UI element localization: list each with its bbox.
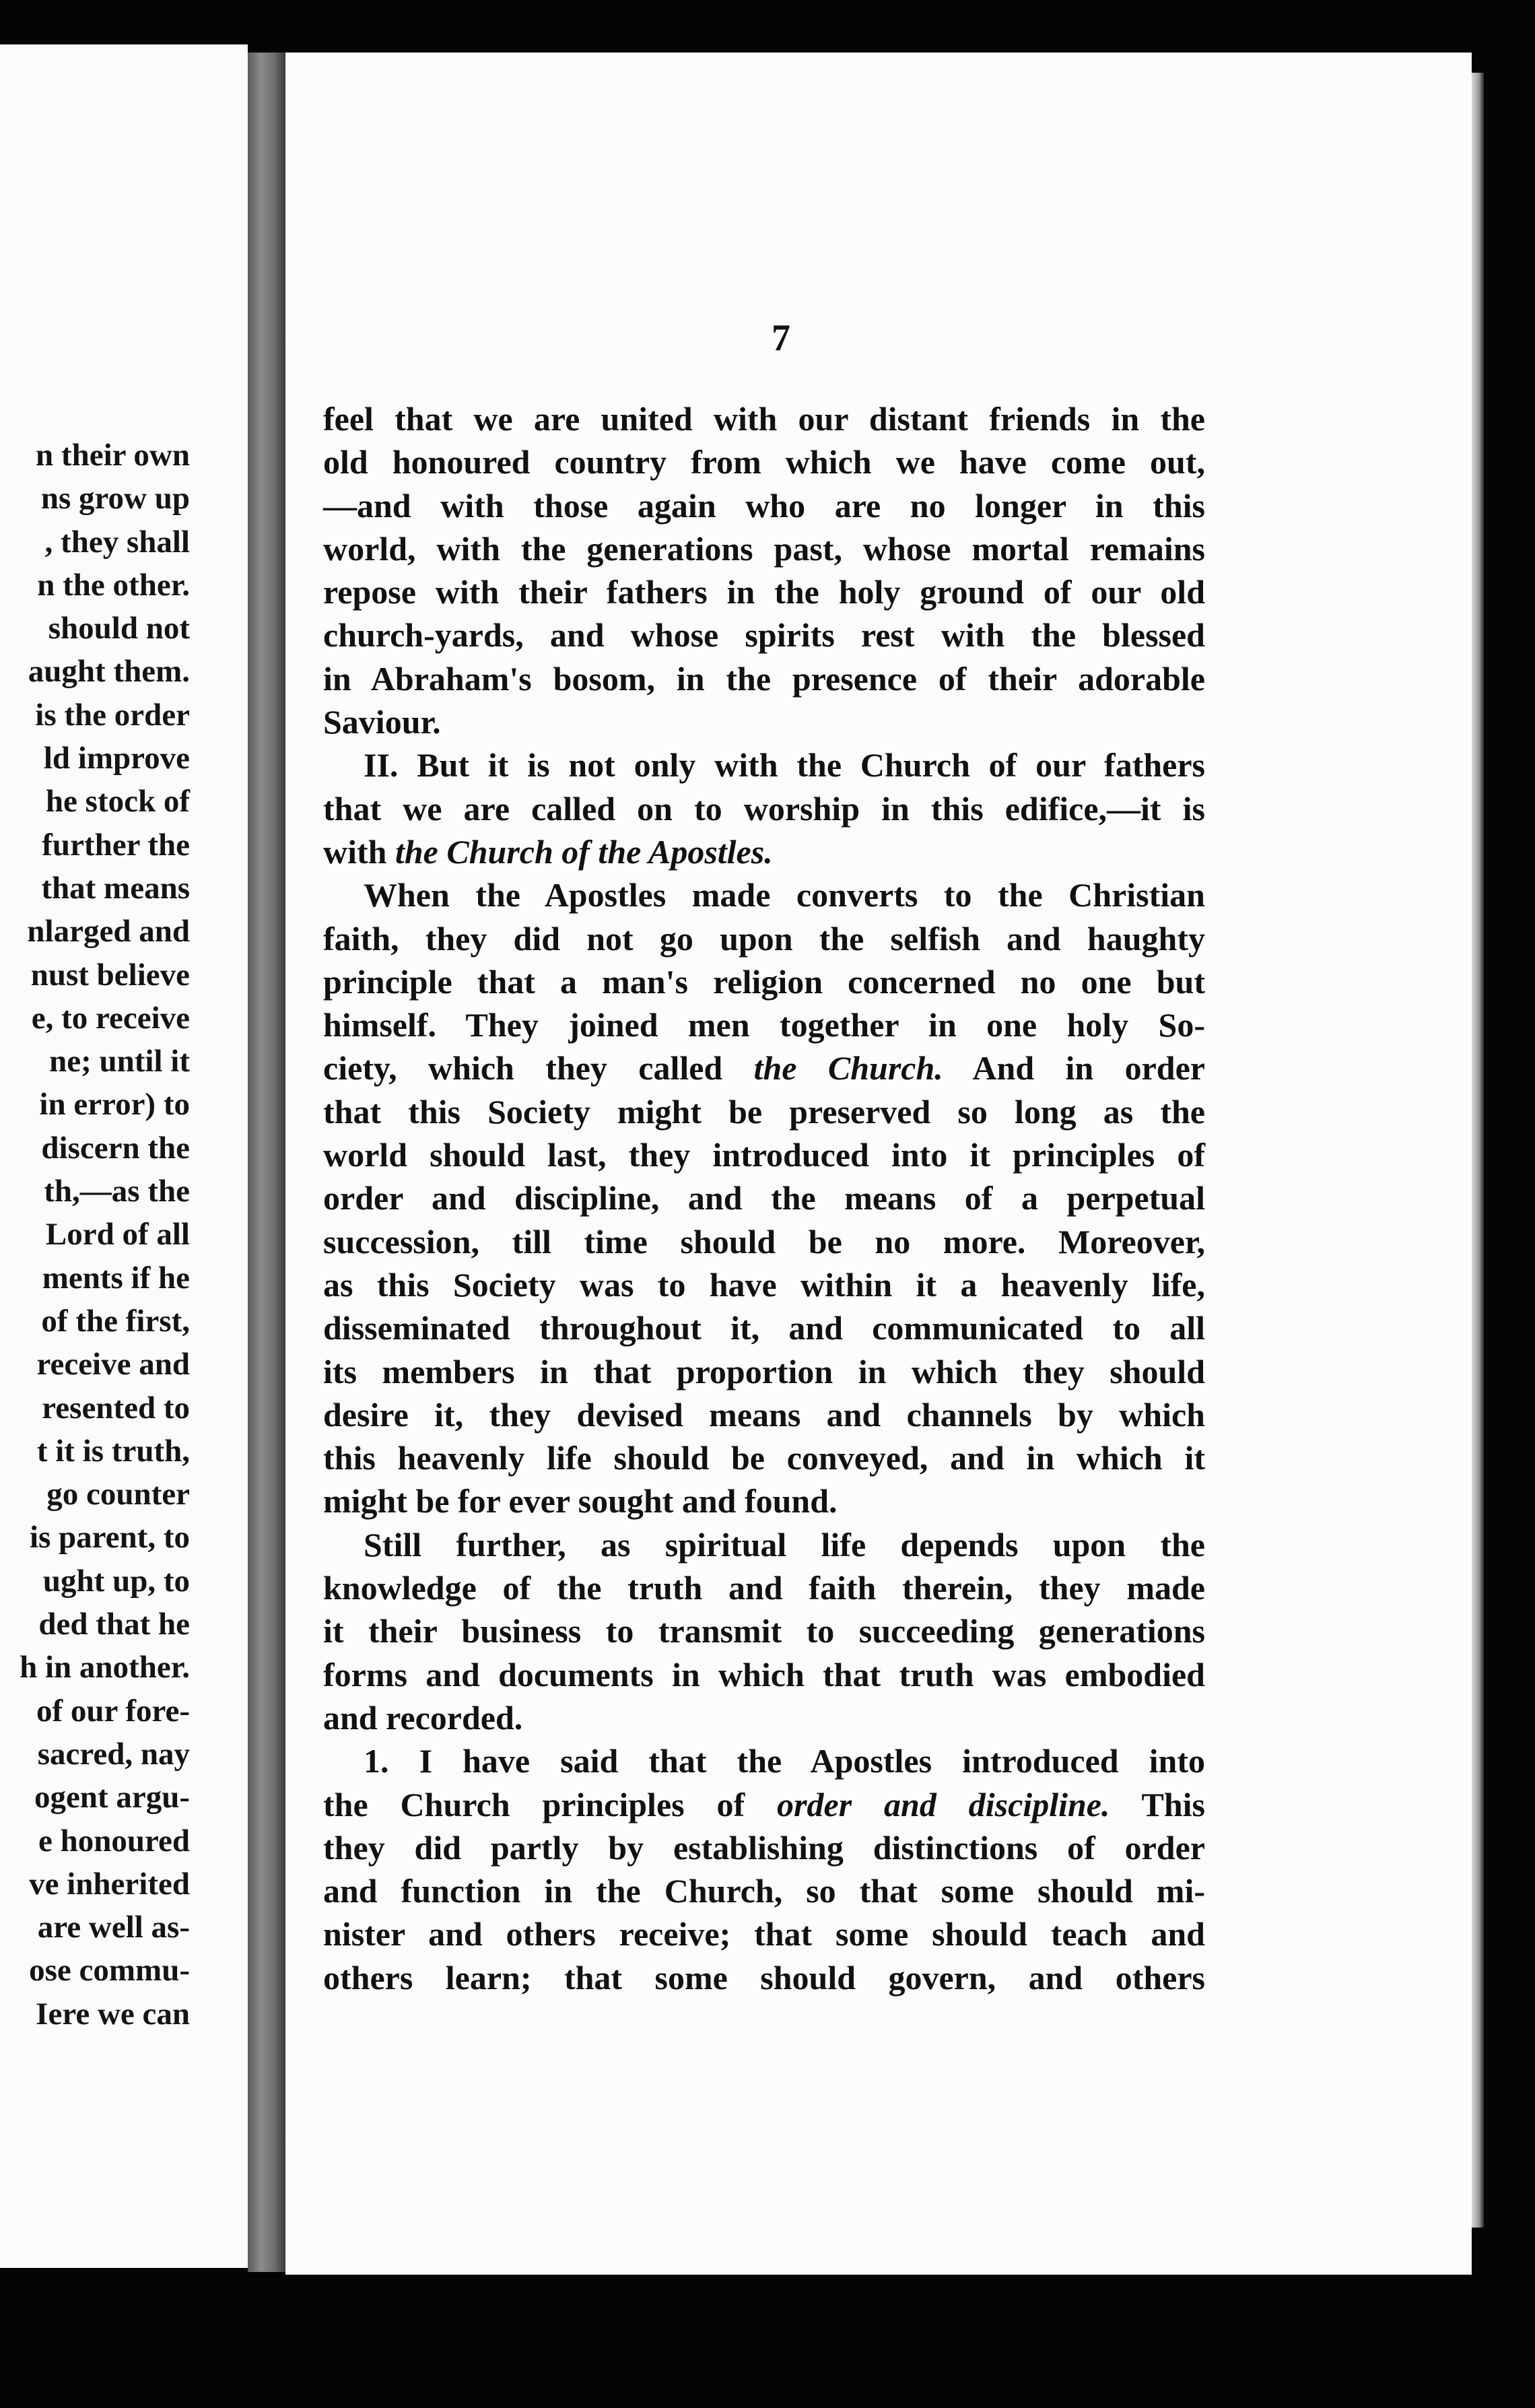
text-line: disseminated throughout it, and communicated to all [323, 1309, 1205, 1347]
left-page-line: t it is truth, [36, 1433, 190, 1469]
text-run: And in order [943, 1049, 1205, 1088]
text-line: forms and documents in which that truth was embodied [323, 1655, 1205, 1694]
left-page-line: he stock of [45, 784, 190, 820]
text-line: When the Apostles made converts to the Christian [364, 876, 1205, 914]
left-page-line: ose commu- [29, 1953, 190, 1988]
left-page [0, 44, 248, 2268]
text-line: others learn; that some should govern, and others [323, 1958, 1205, 1997]
text-line: repose with their fathers in the holy ground of our old [323, 573, 1205, 611]
text-line: nister and others receive; that some should teach and [323, 1915, 1205, 1953]
left-page-line: resented to [42, 1390, 190, 1426]
text-line: and function in the Church, so that some should mi- [323, 1872, 1205, 1910]
left-page-line: should not [48, 611, 190, 646]
text-line: succession, till time should be no more. Moreover, [323, 1222, 1205, 1261]
text-line: II. But it is not only with the Church of our fathers [364, 746, 1205, 784]
text-line: that this Society might be preserved so long as the [323, 1092, 1205, 1131]
text-line: faith, they did not go upon the selfish and haughty [323, 919, 1205, 958]
text-line: as this Society was to have within it a heavenly life, [323, 1265, 1205, 1304]
left-page-line: , they shall [44, 524, 190, 560]
left-page-line: go counter [46, 1477, 190, 1512]
text-line [323, 1046, 1205, 1090]
left-page-line: is parent, to [29, 1520, 190, 1556]
left-page-line: ments if he [42, 1260, 190, 1296]
text-line: its members in that proportion in which they should [323, 1352, 1205, 1391]
left-page-line: n their own [36, 438, 190, 473]
text-line: Still further, as spiritual life depends upon the [364, 1525, 1205, 1564]
left-page-line: ded that he [38, 1607, 190, 1642]
book-gutter [248, 53, 285, 2272]
page-edge [1472, 73, 1484, 2228]
left-page-line: ld improve [43, 741, 190, 776]
text-run: the Church principles of [323, 1785, 778, 1824]
left-page-line: n the other. [37, 567, 190, 603]
text-line: and recorded. [323, 1698, 523, 1737]
left-page-line: Iere we can [36, 1996, 190, 2032]
left-page-line: aught them. [28, 654, 190, 690]
text-line: 1. I have said that the Apostles introduced into [364, 1742, 1205, 1780]
left-page-line: nust believe [30, 957, 190, 993]
text-line: world should last, they introduced into it principles of [323, 1136, 1205, 1174]
text-line: knowledge of the truth and faith therein, they made [323, 1569, 1205, 1607]
body-text [323, 397, 1205, 1999]
italic-text: the Church. [753, 1049, 943, 1088]
left-page-line: further the [42, 827, 190, 863]
italic-text: the Church of the Apostles. [395, 832, 773, 871]
left-page-line: ve inherited [29, 1866, 190, 1902]
text-line: —and with those again who are no longer in this [323, 486, 1205, 525]
text-line: it their business to transmit to succeeding generations [323, 1612, 1205, 1650]
left-page-line: discern the [41, 1130, 190, 1166]
italic-text: order and discipline. [777, 1785, 1110, 1824]
left-page-line: e, to receive [31, 1000, 190, 1036]
text-line: that we are called on to worship in this edifice,—it is [323, 789, 1205, 828]
text-line: this heavenly life should be conveyed, and in which it [323, 1439, 1205, 1477]
text-line: in Abraham's bosom, in the presence of their adorable [323, 659, 1205, 698]
text-run: with [323, 832, 395, 871]
left-page-line: ogent argu- [34, 1780, 190, 1815]
text-run: ciety, which they called [323, 1049, 754, 1088]
left-page-text [0, 434, 190, 2036]
text-line [323, 1783, 1205, 1826]
text-line: Saviour. [323, 703, 441, 741]
left-page-line: ught up, to [42, 1563, 190, 1599]
text-line: they did partly by establishing distinctions of order [323, 1828, 1205, 1867]
left-page-line: sacred, nay [37, 1736, 190, 1772]
left-page-line: in error) to [39, 1087, 190, 1123]
text-line: principle that a man's religion concerned no one but [323, 962, 1205, 1001]
text-line: order and discipline, and the means of a perpetual [323, 1179, 1205, 1217]
text-line: old honoured country from which we have come out, [323, 443, 1205, 481]
text-line: world, with the generations past, whose mortal remains [323, 529, 1205, 568]
left-page-line: of our fore- [36, 1693, 190, 1729]
left-page-line: th,—as the [44, 1174, 190, 1209]
left-page-line: ns grow up [40, 481, 190, 516]
text-line: desire it, they devised means and channels by which [323, 1395, 1205, 1434]
left-page-line: that means [41, 870, 190, 906]
left-page-line: are well as- [37, 1910, 190, 1945]
text-line: himself. They joined men together in one holy So- [323, 1006, 1205, 1044]
left-page-line: h in another. [20, 1650, 190, 1685]
left-page-line: e honoured [38, 1823, 190, 1859]
left-page-line: nlarged and [27, 914, 190, 949]
page-number: 7 [772, 317, 790, 359]
text-line: church-yards, and whose spirits rest with the blessed [323, 616, 1205, 655]
left-page-line: ne; until it [49, 1044, 190, 1079]
left-page-line: Lord of all [45, 1217, 190, 1252]
text-line: feel that we are united with our distant friends in the [323, 400, 1205, 438]
left-page-line: is the order [35, 697, 190, 733]
left-page-line: receive and [36, 1347, 190, 1382]
text-run: This [1110, 1785, 1205, 1824]
text-line: might be for ever sought and found. [323, 1482, 838, 1520]
left-page-line: of the first, [41, 1303, 190, 1339]
text-line [323, 830, 1205, 873]
